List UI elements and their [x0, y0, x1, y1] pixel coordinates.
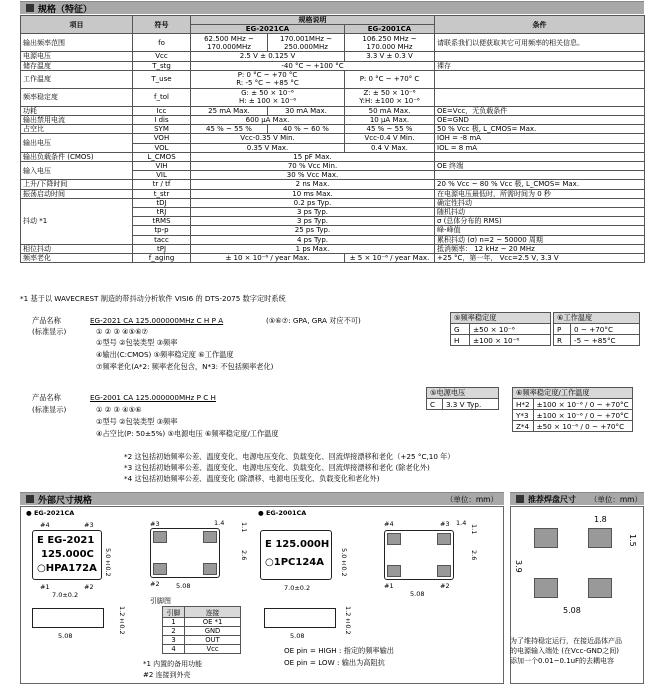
spec-condition-cell: 抵消频率： 12 kHz ~ 20 MHz [435, 244, 645, 253]
spec-row [21, 88, 645, 106]
order2-line2: ④占空比(P: 50±5%) ⑤电源电压 ⑥频率稳定度/工作温度 [96, 429, 279, 438]
voltage-code: C [427, 399, 443, 410]
order2-code: EG-2001 CA 125.000000MHz P C H [90, 393, 216, 402]
order1-label2: (标准显示) [32, 327, 67, 336]
spec-value-cell: 10 ms Max. [191, 189, 435, 198]
spec-item-cell: 储存温度 [21, 61, 133, 70]
spec-symbol-cell: I dis [133, 116, 191, 125]
spec-value-cell: P: 0 °C ~ +70 °C R: -5 °C ~ +85 °C [191, 70, 345, 88]
spec-item-cell: 功耗 [21, 106, 133, 115]
spec-condition-cell: 峰-峰值 [435, 226, 645, 235]
footnote-1: *1 基于以 WAVECREST 制造的带抖动分析软件 VISI6 的 DTS-2075 数字定时系统 [20, 294, 286, 303]
order2-label: 产品名称 [32, 393, 61, 402]
spec-row [21, 134, 645, 143]
spec-value-cell: 45 % ~ 55 % [345, 125, 435, 134]
order1-line2: ④输出(C:CMOS) ⑤频率稳定度 ⑥工作温度 [96, 350, 234, 359]
spec-condition-cell: +25 °C，第一年， Vcc=2.5 V, 3.3 V [435, 254, 645, 263]
spec-condition-cell: 20 % Vcc ~ 80 % Vcc 极, L_CMOS= Max. [435, 180, 645, 189]
solder-pad [588, 578, 612, 598]
bullet-icon: ● [258, 509, 266, 517]
dim-11: 1.1 [240, 522, 248, 533]
pin-connection: GND [185, 627, 241, 636]
spec-value-cell: Vcc-0.35 V Min. [191, 134, 345, 143]
pin-number: 2 [163, 627, 185, 636]
spec-value-cell: 70 % Vcc Min. [191, 162, 435, 171]
stab-temp-value: ±50 × 10⁻⁶ / 0 ~ +70°C [533, 421, 632, 432]
stab-temp-code: Y*3 [513, 410, 534, 421]
spec-condition-cell: OE=Vcc，无负载条件 [435, 106, 645, 115]
pad-note-1: 为了维持稳定运行，在接近晶体产品 [510, 637, 622, 645]
pin-note-2: #2 连接到外壳 [143, 671, 191, 679]
stab-temp-code: H*2 [513, 399, 534, 410]
spec-item-cell: 相位抖动 [21, 244, 133, 253]
bottom-pad [387, 533, 401, 545]
stab-temp-table [512, 387, 633, 432]
bullet-icon: ● [26, 509, 34, 517]
temp-title: ⑥工作温度 [554, 313, 640, 324]
stability-value: ±50 × 10⁻⁶ [470, 324, 551, 335]
spec-condition-cell: 50 % Vcc 极, L_CMOS= Max. [435, 125, 645, 134]
spec-condition-cell: σ (总体分布的 RMS) [435, 217, 645, 226]
dim-14: 1.4 [456, 519, 467, 527]
order2-label2: (标准显示) [32, 405, 67, 414]
spec-symbol-cell: t_str [133, 189, 191, 198]
spec-symbol-cell: VIH [133, 162, 191, 171]
spec-row [21, 162, 645, 171]
note-2: *2 这包括初始频率公差、温度变化、电源电压变化、负载变化、回流焊接漂移和老化（+25 °C,10 年） [124, 452, 455, 461]
spec-value-cell: 2.5 V ± 0.125 V [191, 52, 345, 61]
spec-value-cell: -40 °C ~ +100 °C [191, 61, 435, 70]
stability-value: ±100 × 10⁻⁶ [470, 335, 551, 346]
spec-value-cell: 15 pF Max. [191, 152, 435, 161]
spec-symbol-cell: VOL [133, 143, 191, 152]
spec-value-cell: 0.4 V Max. [345, 143, 435, 152]
pin-connection: Vcc [185, 645, 241, 654]
dim-height-2021: 5.0±0.2 [104, 548, 112, 577]
chip-marking-2: 125.000C [41, 549, 94, 560]
connection-header: 连接 [185, 607, 241, 618]
stab-temp-code: Z*4 [513, 421, 534, 432]
spec-item-cell: 上升/下降时间 [21, 180, 133, 189]
pin-1-label: #1 [40, 583, 50, 591]
dim-11: 1.1 [470, 524, 478, 535]
spec-value-cell: ± 10 × 10⁻⁶ / year Max. [191, 254, 345, 263]
order1-line3: ⑦频率老化(A*2: 频率老化包含，N*3: 不包括频率老化) [96, 362, 274, 371]
spec-symbol-cell: tDJ [133, 198, 191, 207]
note-3: *3 这包括初始频率公差、温度变化、电源电压变化、负载变化、回流焊接漂移和老化 (除老化外) [124, 463, 430, 472]
spec-value-cell: 62.500 MHz ~ 170.000MHz [191, 34, 268, 52]
spec-item-cell: 输出频率范围 [21, 34, 133, 52]
temp-value: 0 ~ +70°C [571, 324, 640, 335]
spec-value-cell: ± 5 × 10⁻⁶ / year Max. [345, 254, 435, 263]
bottom-pad [387, 565, 401, 577]
dim-width-2001: 7.0±0.2 [284, 584, 311, 592]
spec-symbol-cell: tPJ [133, 244, 191, 253]
spec-header-row [21, 16, 645, 25]
dim-section-bar [20, 492, 504, 505]
chip-marking-1: E EG-2021 [37, 535, 95, 546]
pin1-dot-icon: ○ [37, 563, 46, 574]
stability-code: H [451, 335, 470, 346]
order1-label: 产品名称 [32, 316, 61, 325]
dim-508-bottom: 5.08 [410, 590, 425, 598]
bottom-pad [437, 565, 451, 577]
spec-item-cell: 工作温度 [21, 70, 133, 88]
spec-condition-cell: OE=GND [435, 116, 645, 125]
order1-nums: ① ② ③ ④⑤⑥⑦ [96, 327, 148, 336]
spec-value-cell: 170.001MHz ~ 250.000MHz [268, 34, 345, 52]
stab-temp-title: ⑥频率稳定度/工作温度 [513, 388, 633, 399]
spec-condition-cell [435, 88, 645, 106]
spec-symbol-cell: tacc [133, 235, 191, 244]
spec-item-cell: 抖动 *1 [21, 198, 133, 244]
voltage-table [426, 387, 499, 410]
spec-value-cell: 3 ps Typ. [191, 208, 435, 217]
note-4: *4 这包括初始频率公差、温度变化 (除漂移、电源电压变化、负载变化和老化外) [124, 474, 380, 483]
pin-connection: OE *1 [185, 618, 241, 627]
spec-value-cell: 4 ps Typ. [191, 235, 435, 244]
header-item: 项目 [21, 16, 133, 34]
temp-code: P [554, 324, 571, 335]
spec-symbol-cell: T_use [133, 70, 191, 88]
dim-12-side: 1.2±0.2 [344, 606, 352, 635]
bottom-pad [203, 563, 217, 575]
model2-label: ● EG-2001CA [258, 509, 307, 517]
spec-value-cell: 1 ps Max. [191, 244, 435, 253]
order2-line1: ①型号 ②包装类型 ③频率 [96, 417, 178, 426]
spec-symbol-cell: f_tol [133, 88, 191, 106]
chip-2001-side-view [264, 608, 336, 628]
spec-row [21, 198, 645, 207]
temp-code: R [554, 335, 571, 346]
spec-symbol-cell: T_stg [133, 61, 191, 70]
spec-item-cell: 电源电压 [21, 52, 133, 61]
pad-section-bar [510, 492, 644, 505]
spec-condition-cell [435, 152, 645, 161]
spec-value-cell: 25 mA Max. [191, 106, 268, 115]
header-eg2001: EG-2001CA [345, 25, 435, 34]
spec-value-cell: 0.2 ps Typ. [191, 198, 435, 207]
pin-note-1: *1 内置的备用功能 [143, 660, 203, 668]
section-square-icon [26, 495, 34, 503]
spec-row [21, 116, 645, 125]
oe-high-note: OE pin = HIGH : 指定的频率输出 [284, 646, 394, 655]
header-symbol: 符号 [133, 16, 191, 34]
spec-table [20, 15, 645, 263]
spec-symbol-cell: tRJ [133, 208, 191, 217]
spec-symbol-cell: tp-p [133, 226, 191, 235]
dim-26: 2.6 [240, 550, 248, 561]
pad-base-dim: 5.08 [563, 606, 581, 615]
spec-value-cell: 40 % ~ 60 % [268, 125, 345, 134]
spec-condition-cell: 确定性抖动 [435, 198, 645, 207]
header-condition: 条件 [435, 16, 645, 34]
dim-508-side: 5.08 [58, 632, 73, 640]
section-square-icon [516, 495, 524, 503]
pin-diagram-title: 引脚图 [150, 597, 171, 605]
spec-symbol-cell: SYM [133, 125, 191, 134]
spec-value-cell: 0.35 V Max. [191, 143, 345, 152]
spec-value-cell: 50 mA Max. [345, 106, 435, 115]
dim-508-bottom: 5.08 [176, 582, 191, 590]
pad-height-dim: 1.5 [628, 534, 637, 547]
spec-row [21, 244, 645, 253]
pin-4-label: #4 [384, 520, 394, 528]
voltage-value: 3.3 V Typ. [442, 399, 498, 410]
spec-value-cell: 30 mA Max. [268, 106, 345, 115]
temp-table [553, 312, 640, 346]
dim-12-side: 1.2±0.2 [118, 606, 126, 635]
spec-item-cell: 频率稳定度 [21, 88, 133, 106]
pad-width-dim: 1.8 [594, 515, 607, 524]
stab-temp-value: ±100 × 10⁻⁶ / 0 ~ +70°C [533, 399, 632, 410]
spec-value-cell: 3.3 V ± 0.3 V [345, 52, 435, 61]
spec-condition-cell: IOH = -8 mA [435, 134, 645, 143]
pin-4-label: #4 [40, 521, 50, 529]
spec-symbol-cell: Vcc [133, 52, 191, 61]
chip-marking-3: ○HPA172A [37, 563, 97, 574]
spec-condition-cell: IOL = 8 mA [435, 143, 645, 152]
pad-section-title: 推荐焊盘尺寸 [528, 494, 576, 504]
spec-row [21, 125, 645, 134]
spec-value-cell: 3 ps Typ. [191, 217, 435, 226]
dim-unit: （单位：mm） [445, 494, 498, 504]
spec-symbol-cell: VIL [133, 171, 191, 180]
chip-2001-top-view [260, 530, 332, 580]
spec-value-cell: 10 μA Max. [345, 116, 435, 125]
spec-value-cell: 600 μA Max. [191, 116, 345, 125]
spec-condition-cell: OE 终端 [435, 162, 645, 171]
pin-1-label: #1 [384, 582, 394, 590]
spec-symbol-cell: tRMS [133, 217, 191, 226]
pin-2-label: #2 [84, 583, 94, 591]
spec-row [21, 106, 645, 115]
pin-connection: OUT [185, 636, 241, 645]
spec-section-bar [20, 1, 644, 14]
spec-symbol-cell: fo [133, 34, 191, 52]
stability-code: G [451, 324, 470, 335]
order2-nums: ① ② ③ ④⑤⑥ [96, 405, 142, 414]
spec-row [21, 70, 645, 88]
pin-number: 1 [163, 618, 185, 627]
dim-508-side: 5.08 [290, 632, 305, 640]
pin-number: 3 [163, 636, 185, 645]
order1-code-note: (⑤⑥⑦: GPA, GRA 对应不可) [266, 316, 361, 325]
spec-value-cell: 2 ns Max. [191, 180, 435, 189]
spec-value-cell: Z: ± 50 × 10⁻⁶ Y:H: ±100 × 10⁻⁶ [345, 88, 435, 106]
pin-3-label: #3 [440, 520, 450, 528]
spec-item-cell: 输入电压 [21, 162, 133, 180]
header-eg2021: EG-2021CA [191, 25, 345, 34]
spec-value-cell: 25 ps Typ. [191, 226, 435, 235]
bottom-pad [153, 531, 167, 543]
chip2-marking-2: ○1PC124A [265, 557, 324, 568]
bottom-pad [153, 563, 167, 575]
header-spec: 规格说明 [191, 16, 435, 25]
temp-value: -5 ~ +85°C [571, 335, 640, 346]
spec-condition-cell: 随机抖动 [435, 208, 645, 217]
bottom-pad [203, 531, 217, 543]
stab-temp-value: ±100 × 10⁻⁶ / 0 ~ +70°C [533, 410, 632, 421]
bottom-pad [437, 533, 451, 545]
dim-width-2021: 7.0±0.2 [52, 591, 79, 599]
solder-pad [534, 528, 558, 548]
voltage-title: ⑤电源电压 [427, 388, 499, 399]
spec-item-cell: 输出负载条件 (CMOS) [21, 152, 133, 161]
spec-value-cell: G: ± 50 × 10⁻⁶ H: ± 100 × 10⁻⁶ [191, 88, 345, 106]
model1-label: ● EG-2021CA [26, 509, 75, 517]
section-square-icon [26, 4, 34, 12]
spec-condition-cell [435, 70, 645, 88]
spec-row [21, 34, 645, 52]
pin-3-label: #3 [150, 520, 160, 528]
pin-3-label: #3 [84, 521, 94, 529]
dim-section-title: 外部尺寸规格 [38, 495, 93, 506]
spec-value-cell: Vcc-0.4 V Min. [345, 134, 435, 143]
spec-item-cell: 占空比 [21, 125, 133, 134]
chip-2021-top-view [32, 530, 102, 580]
spec-condition-cell: 裸存 [435, 61, 645, 70]
pin-table [162, 606, 241, 654]
spec-item-cell: 频率老化 [21, 254, 133, 263]
spec-row [21, 52, 645, 61]
stability-table [450, 312, 551, 346]
pad-note-3: 添加一个0.01~0.1uF的去耦电容 [510, 657, 615, 665]
pad-note-2: 的电源输入端处 (在Vcc-GND之间) [510, 647, 620, 655]
order1-line1: ①型号 ②包装类型 ③频率 [96, 338, 178, 347]
spec-condition-cell [435, 52, 645, 61]
spec-condition-cell: 在电源电压最低时，所需时间为 0 秒 [435, 189, 645, 198]
spec-row [21, 152, 645, 161]
order1-code: EG-2021 CA 125.000000MHz C H P A [90, 316, 224, 325]
spec-item-cell: 振荡启动时间 [21, 189, 133, 198]
chip-2021-side-view [32, 608, 104, 628]
spec-section-title: 规格（特征） [38, 4, 93, 15]
spec-value-cell: 106.250 MHz ~ 170.000 MHz [345, 34, 435, 52]
dim-14: 1.4 [214, 519, 225, 527]
spec-item-cell: 输出电压 [21, 134, 133, 152]
spec-value-cell: 30 % Vcc Max. [191, 171, 435, 180]
stability-title: ⑤频率稳定度 [451, 313, 551, 324]
spec-condition-cell: 累积抖动 (σ) n=2 ~ 50000 周期 [435, 235, 645, 244]
spec-row [21, 180, 645, 189]
spec-row [21, 189, 645, 198]
chip2-marking-1: E 125.000H [265, 539, 330, 550]
pad-unit: （单位：mm） [589, 494, 642, 504]
pin-2-label: #2 [150, 580, 160, 588]
solder-pad [534, 578, 558, 598]
spec-item-cell: 输出禁用电流 [21, 116, 133, 125]
spec-value-cell: P: 0 °C ~ +70° C [345, 70, 435, 88]
spec-symbol-cell: L_CMOS [133, 152, 191, 161]
dim-height-2001: 5.0±0.2 [340, 548, 348, 577]
spec-symbol-cell: VOH [133, 134, 191, 143]
oe-low-note: OE pin = LOW : 输出为高阻抗 [284, 658, 385, 667]
spec-condition-cell: 请联系我们以便获取其它可用频率的相关信息。 [435, 34, 645, 52]
pad-vertical-dim: 3.9 [514, 560, 523, 573]
spec-row [21, 254, 645, 263]
pin-2-label: #2 [440, 582, 450, 590]
spec-condition-cell [435, 171, 645, 180]
dim-26: 2.6 [470, 550, 478, 561]
spec-value-cell: 45 % ~ 55 % [191, 125, 268, 134]
solder-pad [588, 528, 612, 548]
pin-number: 4 [163, 645, 185, 654]
pin1-dot-icon: ○ [265, 557, 274, 568]
spec-symbol-cell: Icc [133, 106, 191, 115]
spec-symbol-cell: tr / tf [133, 180, 191, 189]
pin-header: 引脚 [163, 607, 185, 618]
spec-symbol-cell: f_aging [133, 254, 191, 263]
spec-row [21, 61, 645, 70]
